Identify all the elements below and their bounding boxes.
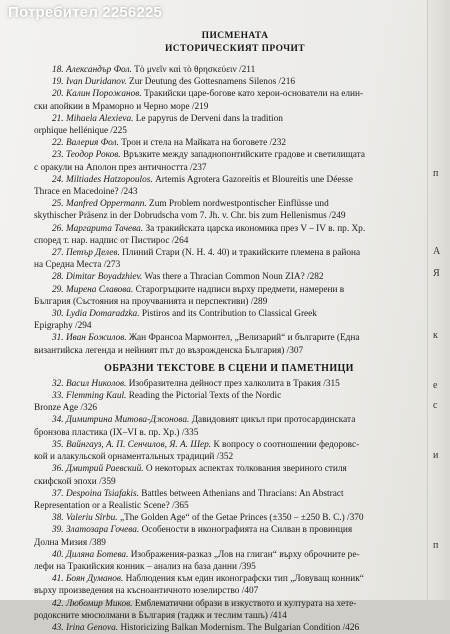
toc-entry-line: orphique hellénique /225 xyxy=(34,126,127,137)
toc-entry-line xyxy=(34,573,424,585)
section-title: ОБРАЗНИ ТЕКСТОВЕ В СЦЕНИ И ПАМЕТНИЦИ xyxy=(104,362,354,374)
toc-entry-line xyxy=(34,247,424,259)
margin-letter: п xyxy=(433,540,439,551)
toc-entry-line: Thrace en Macedoine? /243 xyxy=(34,187,138,198)
toc-entry-line xyxy=(34,308,424,320)
entry-number: 28. xyxy=(52,272,66,283)
toc-entry xyxy=(34,308,424,332)
toc-entry-line: България (Състояния на проучванията и перспективи) /289 xyxy=(34,296,268,307)
toc-entry-line xyxy=(34,332,424,344)
entry-title: Artemis Agrotera Gazoreitis et Bloureitis une Déesse xyxy=(155,174,353,185)
entry-author: Flemming Kaul. xyxy=(65,391,129,402)
entry-title: Historicizing Balkan Modernism. The Bulgarian Condition /426 xyxy=(120,622,360,633)
toc-entry-line: с оракули на Аполон през античността /237 xyxy=(34,162,207,173)
toc-entry-line xyxy=(34,137,424,149)
entry-author: Мирена Славова. xyxy=(65,284,136,295)
entry-author: Irina Genova. xyxy=(65,622,121,633)
toc-entry-line: ски апойкии в Мраморно и Черно море /219 xyxy=(34,101,209,112)
toc-entry xyxy=(34,137,424,149)
entry-title: „The Golden Age“ of the Getae Princes (±350 – ±250 В. С.) /370 xyxy=(119,513,364,524)
toc-entry-line: бронзова пластика (IX–VI в. пр. Хр.) /335 xyxy=(34,427,199,438)
entry-number: 35. xyxy=(52,439,66,450)
toc-entry xyxy=(34,378,424,390)
entry-author: Валерия Фол. xyxy=(65,138,122,149)
header-line-1: ПИСМЕНАТА xyxy=(201,31,269,41)
entry-number: 36. xyxy=(52,464,66,475)
watermark: Потребител 2256225 xyxy=(8,4,163,21)
toc-entry-line xyxy=(34,390,424,402)
entry-number: 27. xyxy=(52,248,66,259)
entry-number: 24. xyxy=(52,174,66,185)
next-page-edge xyxy=(427,0,450,600)
entry-title: Reading the Pictorial Texts of the Nordic xyxy=(128,391,282,402)
toc-entry xyxy=(34,573,424,597)
toc-entry-line: skythischer Präsenz in der Dobrudscha vom 7. Jh. v. Chr. bis zum Hellenismus /249 xyxy=(34,211,346,222)
entry-author: Dimitar Boyadzhiev. xyxy=(65,272,145,283)
toc-entry-line xyxy=(34,549,424,561)
entry-number: 39. xyxy=(52,525,66,536)
entry-title: Емблематични образи в изкуството и културата на хете- xyxy=(134,598,357,609)
toc-entry-line: Epigraphy /294 xyxy=(34,321,92,332)
toc-entry-line xyxy=(34,378,424,390)
toc-entry-line xyxy=(34,64,424,76)
toc-entry-line: Representation or a Realistic Scene? /365 xyxy=(34,500,189,511)
entry-title: Zur Deutung des Gottesnamens Silenos /216 xyxy=(129,77,296,88)
entry-title: О некоторых аспектах толкования звериного стиля xyxy=(145,464,347,475)
entry-author: Теодор Роков. xyxy=(65,150,123,161)
toc-entry-line: лефи на Тракийския конник – анализ на база данни /395 xyxy=(34,561,256,572)
toc-entry xyxy=(34,390,424,414)
toc-entry-line xyxy=(34,622,424,634)
toc-entry xyxy=(34,149,424,173)
entry-author: Васил Николов. xyxy=(65,378,129,389)
entry-title: Battles between Athenians and Thracians: An Abstract xyxy=(141,488,344,499)
entry-author: Ivan Duridanov. xyxy=(65,77,130,88)
entry-author: Диляна Ботева. xyxy=(65,549,131,560)
toc-entry-line xyxy=(34,149,424,161)
margin-letter: е xyxy=(433,380,438,391)
entry-author: Калин Порожанов. xyxy=(65,89,144,100)
entry-title: Връзките между западнопонтийските градове и светилищата xyxy=(122,150,365,161)
entry-number: 37. xyxy=(52,488,66,499)
entry-title: Was there a Thracian Common Noun ZIA? /282 xyxy=(144,272,324,283)
entry-title: Pistiros and its Contribution to Classical Greek xyxy=(141,309,317,320)
toc-entry-line: скифской эпохи /359 xyxy=(34,476,116,487)
entry-number: 23. xyxy=(52,150,66,161)
toc-entry-line xyxy=(34,439,424,451)
toc-entry-line xyxy=(34,598,424,610)
margin-letter: А xyxy=(433,246,441,257)
entry-author: Вайнгауз, А. П. Сенчилов, Я. А. Шер. xyxy=(65,439,214,450)
margin-letter: и xyxy=(433,450,439,461)
toc-entry xyxy=(34,88,424,112)
entry-author: Lydia Domaradzka. xyxy=(65,309,142,320)
entry-author: Mihaela Alexieva. xyxy=(65,113,136,124)
toc-entry xyxy=(34,598,424,622)
toc-entry-line: според т. нар. надпис от Пистирос /264 xyxy=(34,235,189,246)
entry-title: Изображения-разказ „Лов на глиган“ върху оброчните ре- xyxy=(130,549,360,560)
toc-entry-line xyxy=(34,414,424,426)
entry-number: 25. xyxy=(52,199,66,210)
entry-number: 40. xyxy=(52,549,66,560)
entry-author: Петър Делев. xyxy=(65,248,123,259)
entry-author: Valeriu Sîrbu. xyxy=(65,513,120,524)
entry-title: За тракийската царска икономика през V – IV в. пр. Хр. xyxy=(145,223,366,234)
toc-entry-line: върху произведения на късноантичното юзелирство /407 xyxy=(34,586,259,597)
toc-entry-line: на Средна Места /273 xyxy=(34,260,121,271)
margin-letter: п xyxy=(433,168,439,179)
entry-author: Александър Фол. xyxy=(65,65,135,75)
entry-number: 21. xyxy=(52,113,66,124)
entry-number: 20. xyxy=(52,89,66,100)
toc-entry xyxy=(34,198,424,222)
entry-author: Despoina Tsiafakis. xyxy=(65,488,142,499)
toc-entry xyxy=(34,549,424,573)
toc-entry xyxy=(34,524,424,548)
entry-number: 29. xyxy=(52,284,66,295)
entry-title: Жан Франсоа Мармонтел, „Велизарий“ и българите (Една xyxy=(128,333,360,344)
entry-title: Плиний Стари (N. H. 4. 40) и тракийските племена в района xyxy=(122,248,361,259)
entry-title: Давидовият цикъл при протосардинската xyxy=(191,415,356,426)
entry-number: 43. xyxy=(52,622,66,633)
toc-entry-line xyxy=(34,284,424,296)
toc-entry xyxy=(34,113,424,137)
entry-author: Димитрина Митова-Джонова. xyxy=(65,415,192,426)
toc-entry-line xyxy=(34,463,424,475)
entry-number: 42. xyxy=(52,598,66,609)
entry-number: 33. xyxy=(52,391,66,402)
entry-number: 38. xyxy=(52,513,66,524)
entry-title: К вопросу о соотношении федоровс- xyxy=(213,439,360,450)
toc-entry-line xyxy=(34,271,424,283)
entry-number: 26. xyxy=(52,223,66,234)
entry-title: Трон и стела на Майката на боговете /232 xyxy=(121,138,287,149)
entry-title: Zum Problem nordwestpontischer Einflüsse und xyxy=(149,199,329,210)
margin-letter: к xyxy=(433,330,438,341)
entry-number: 31. xyxy=(52,333,66,344)
toc-entry xyxy=(34,463,424,487)
entry-number: 32. xyxy=(52,378,66,389)
entry-author: Miltiades Hatzopoulos. xyxy=(65,174,156,185)
toc-entry-line xyxy=(34,524,424,536)
entry-title: Тракийски царе-богове като херои-основатели на елин- xyxy=(143,89,364,100)
entries-section-2 xyxy=(34,378,424,634)
entry-author: Manfred Oppermann. xyxy=(65,199,150,210)
entry-author: Маргарита Тачева. xyxy=(65,223,146,234)
entry-title: Старогръцките надписи върху предмети, намерени в xyxy=(135,284,345,295)
toc-entry-line: Bronze Age /326 xyxy=(34,403,97,414)
entry-author: Любомир Миков. xyxy=(65,598,135,609)
toc-entry-line xyxy=(34,174,424,186)
toc-entry xyxy=(34,64,424,76)
table-of-contents xyxy=(34,64,424,634)
toc-entry xyxy=(34,439,424,463)
toc-entry xyxy=(34,223,424,247)
toc-entry-line xyxy=(34,76,424,88)
header-line-2: ИСТОРИЧЕСКИЯТ ПРОЧИТ xyxy=(164,44,306,54)
entry-title: Изобразителна дейност през халколита в Тракия /315 xyxy=(128,378,340,389)
entry-author: Златозара Гочева. xyxy=(65,525,142,536)
toc-entry-line xyxy=(34,88,424,100)
toc-entry-line xyxy=(34,223,424,235)
entry-number: 18. xyxy=(52,65,66,75)
toc-entry xyxy=(34,332,424,356)
entry-title: Наблюдения към един иконографски тип „Ловуващ конник“ xyxy=(125,574,364,585)
entry-title: Le papyrus de Derveni dans la tradition xyxy=(135,113,283,124)
entry-author: Дмитрий Раевский. xyxy=(65,464,146,475)
entry-title: Особености в иконографията на Силван в провинция xyxy=(141,525,353,536)
toc-entry-line: Долна Мизия /389 xyxy=(34,537,106,548)
entry-number: 41. xyxy=(52,574,66,585)
toc-entry-line xyxy=(34,113,424,125)
toc-entry-line xyxy=(34,512,424,524)
toc-entry xyxy=(34,284,424,308)
entry-number: 22. xyxy=(52,138,66,149)
entry-author: Боян Думанов. xyxy=(65,574,126,585)
margin-letter: Я xyxy=(433,268,440,279)
toc-entry xyxy=(34,174,424,198)
toc-entry xyxy=(34,512,424,524)
toc-entry xyxy=(34,488,424,512)
toc-entry xyxy=(34,622,424,634)
toc-entry xyxy=(34,271,424,283)
entry-title: Τὸ μνεῖν καὶ τὸ θρησκεύειν /211 xyxy=(134,65,256,75)
toc-entry-line xyxy=(34,198,424,210)
entry-number: 19. xyxy=(52,77,66,88)
toc-entry xyxy=(34,76,424,88)
toc-entry-line: византийска легенда и нейният път до възрожденска България) /307 xyxy=(34,345,304,356)
entry-author: Иван Божилов. xyxy=(65,333,129,344)
toc-entry xyxy=(34,414,424,438)
toc-entry xyxy=(34,247,424,271)
toc-entry-line: родоксните мюсюлмани в България (таджк и теслим ташъ) /414 xyxy=(34,610,287,621)
toc-entry-line xyxy=(34,488,424,500)
entry-number: 30. xyxy=(52,309,66,320)
page-header xyxy=(40,30,430,56)
margin-letter: с xyxy=(433,400,438,411)
entries-section-1 xyxy=(34,64,424,357)
toc-entry-line: кой и алакульской орнаментальных традиций /352 xyxy=(34,452,234,463)
entry-number: 34. xyxy=(52,415,66,426)
